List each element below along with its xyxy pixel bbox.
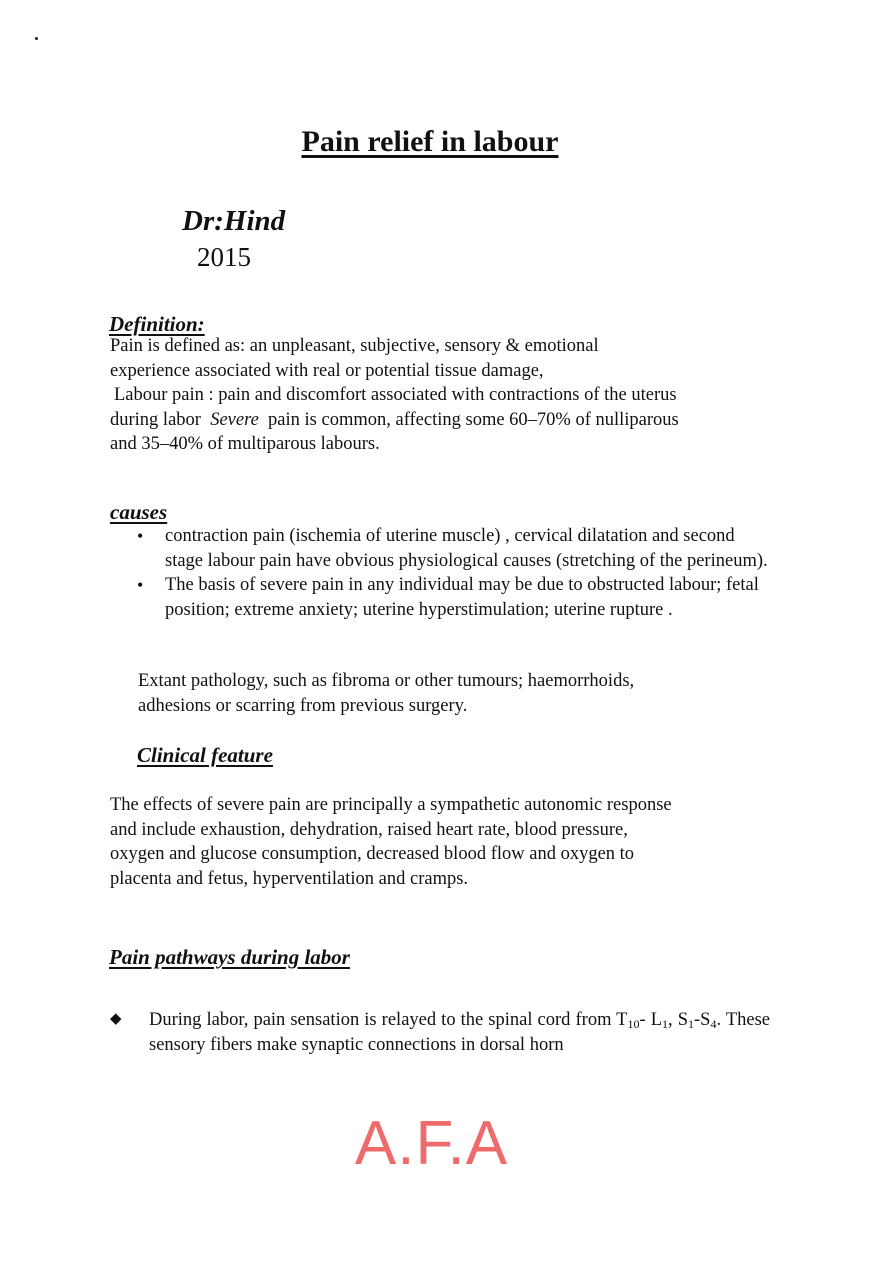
pain-pathways-heading: Pain pathways during labor	[109, 945, 350, 969]
definition-text	[110, 334, 790, 457]
definition-text-run: pain is common, affecting some 60–70% of nulliparous	[268, 409, 679, 430]
extant-pathology-text	[138, 669, 778, 718]
definition-line: Pain is defined as: an unpleasant, subjective, sensory & emotional	[110, 336, 599, 356]
author-name: Dr:Hind	[182, 205, 286, 237]
definition-line: Labour pain : pain and discomfort associated with contractions of the uterus	[114, 385, 677, 405]
severe-emphasis: Severe	[210, 409, 259, 430]
subscript-l: 1	[662, 1017, 669, 1031]
list-item: • contraction pain (ischemia of uterine muscle) , cervical dilatation and second stage labour pain have obvious physiological causes (stretching of the perineum).	[137, 524, 777, 573]
clinical-feature-heading: Clinical feature	[137, 743, 273, 767]
pathway-text-l: - L	[639, 1010, 663, 1030]
clinical-line: oxygen and glucose consumption, decreased blood flow and oxygen to	[110, 844, 635, 864]
definition-line	[110, 408, 790, 433]
stray-dot	[35, 37, 38, 40]
definition-heading: Definition:	[109, 312, 205, 336]
definition-line: experience associated with real or potential tissue damage,	[110, 360, 544, 381]
clinical-line: placenta and fetus, hyperventilation and cramps.	[110, 868, 469, 889]
clinical-line: The effects of severe pain are principally a sympathetic autonomic response	[110, 795, 672, 815]
pathways-list	[110, 1008, 770, 1057]
causes-heading: causes	[110, 500, 168, 524]
pathway-text-dash: -S	[694, 1010, 711, 1030]
subscript-s1: 1	[688, 1017, 695, 1031]
list-item	[110, 1008, 770, 1057]
pathway-text-end: . These sensory fibers make synaptic connections in dorsal horn	[149, 1010, 770, 1055]
list-item: • The basis of severe pain in any individual may be due to obstructed labour; fetal position; extreme anxiety; uterine hyperstimulation; uterine rupture .	[137, 573, 777, 622]
subscript-s4: 4	[710, 1017, 717, 1031]
document-year: 2015	[197, 242, 251, 272]
clinical-feature-text	[110, 793, 790, 891]
clinical-line: and include exhaustion, dehydration, raised heart rate, blood pressure,	[110, 819, 628, 840]
definition-text-run: during labor	[110, 409, 201, 430]
subscript-t: 10	[627, 1017, 640, 1031]
definition-line: and 35–40% of multiparous labours.	[110, 434, 380, 454]
watermark: A.F.A	[354, 1109, 509, 1178]
extant-line: adhesions or scarring from previous surgery.	[138, 695, 468, 716]
pathway-text-start: During labor, pain sensation is relayed to the spinal cord from T	[149, 1010, 628, 1030]
causes-list	[137, 524, 777, 622]
extant-line: Extant pathology, such as fibroma or other tumours; haemorrhoids,	[138, 671, 635, 691]
page-title: Pain relief in labour	[301, 125, 559, 158]
diamond-bullet-icon: ◆	[110, 1011, 122, 1027]
pathway-text-s: , S	[668, 1010, 689, 1030]
